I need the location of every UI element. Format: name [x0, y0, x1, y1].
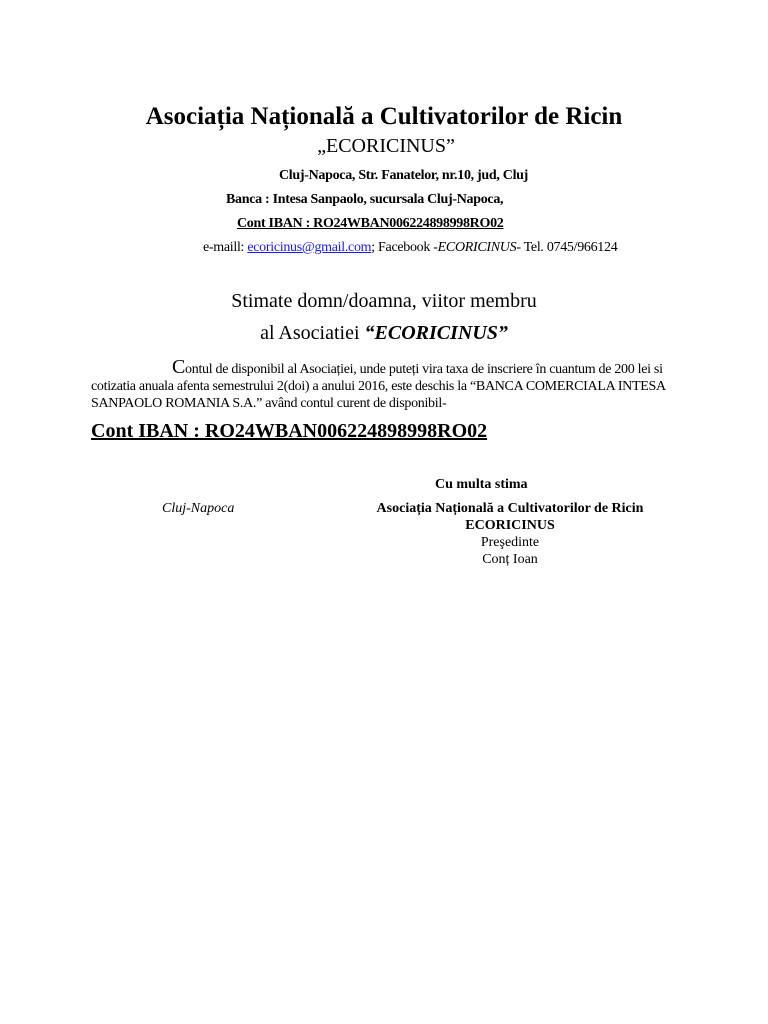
body-text: ontul de disponibil al Asociației, unde puteți vira taxa de inscriere în cuantum de 200 lei si cotizatia anuala afenta semestrului 2(doi) a anului 2016, este deschis la “BANCA COMERCIALA INTESA SANPAOLO ROMANIA S.A.” având contul curent de disponibil-: [91, 362, 666, 411]
body-iban: Cont IBAN : RO24WBAN006224898998RO02: [91, 420, 488, 442]
address-line: Cluj-Napoca, Str. Fanatelor, nr.10, jud, Cluj: [279, 168, 529, 183]
email-link[interactable]: ecoricinus@gmail.com: [247, 240, 372, 255]
phone-number: - Tel. 0745/966124: [516, 240, 618, 255]
greeting-line-2: [0, 322, 768, 345]
signature-name: Conț Ioan: [482, 552, 538, 567]
greeting-org: “ECORICINUS”: [364, 322, 508, 344]
body-paragraph: [91, 356, 681, 412]
header-iban: Cont IBAN : RO24WBAN006224898998RO02: [237, 216, 504, 231]
contact-line: [203, 240, 617, 256]
closing-city: Cluj-Napoca: [162, 501, 235, 516]
greeting-prefix: al Asociatiei: [260, 322, 365, 344]
bank-line: Banca : Intesa Sanpaolo, sucursala Cluj-Napoca,: [226, 192, 504, 207]
facebook-name: ECORICINUS: [437, 240, 517, 255]
contact-separator: ; Facebook -: [371, 240, 438, 255]
closing-regards: Cu multa stima: [435, 477, 528, 492]
email-label: e-maill:: [203, 240, 248, 255]
signature-role: Preşedinte: [480, 535, 540, 550]
greeting-line-1: Stimate domn/doamna, viitor membru: [231, 290, 537, 312]
signature-block: [360, 500, 660, 568]
subtitle-text: „ECORICINUS”: [317, 135, 455, 157]
signature-org-line-1: Asociația Națională a Cultivatorilor de Ricin: [376, 501, 644, 516]
association-subtitle: [0, 135, 768, 158]
association-title: Asociația Națională a Cultivatorilor de Ricin: [145, 103, 623, 130]
dropcap-letter: C: [172, 356, 186, 378]
signature-org-line-2: ECORICINUS: [465, 518, 555, 533]
